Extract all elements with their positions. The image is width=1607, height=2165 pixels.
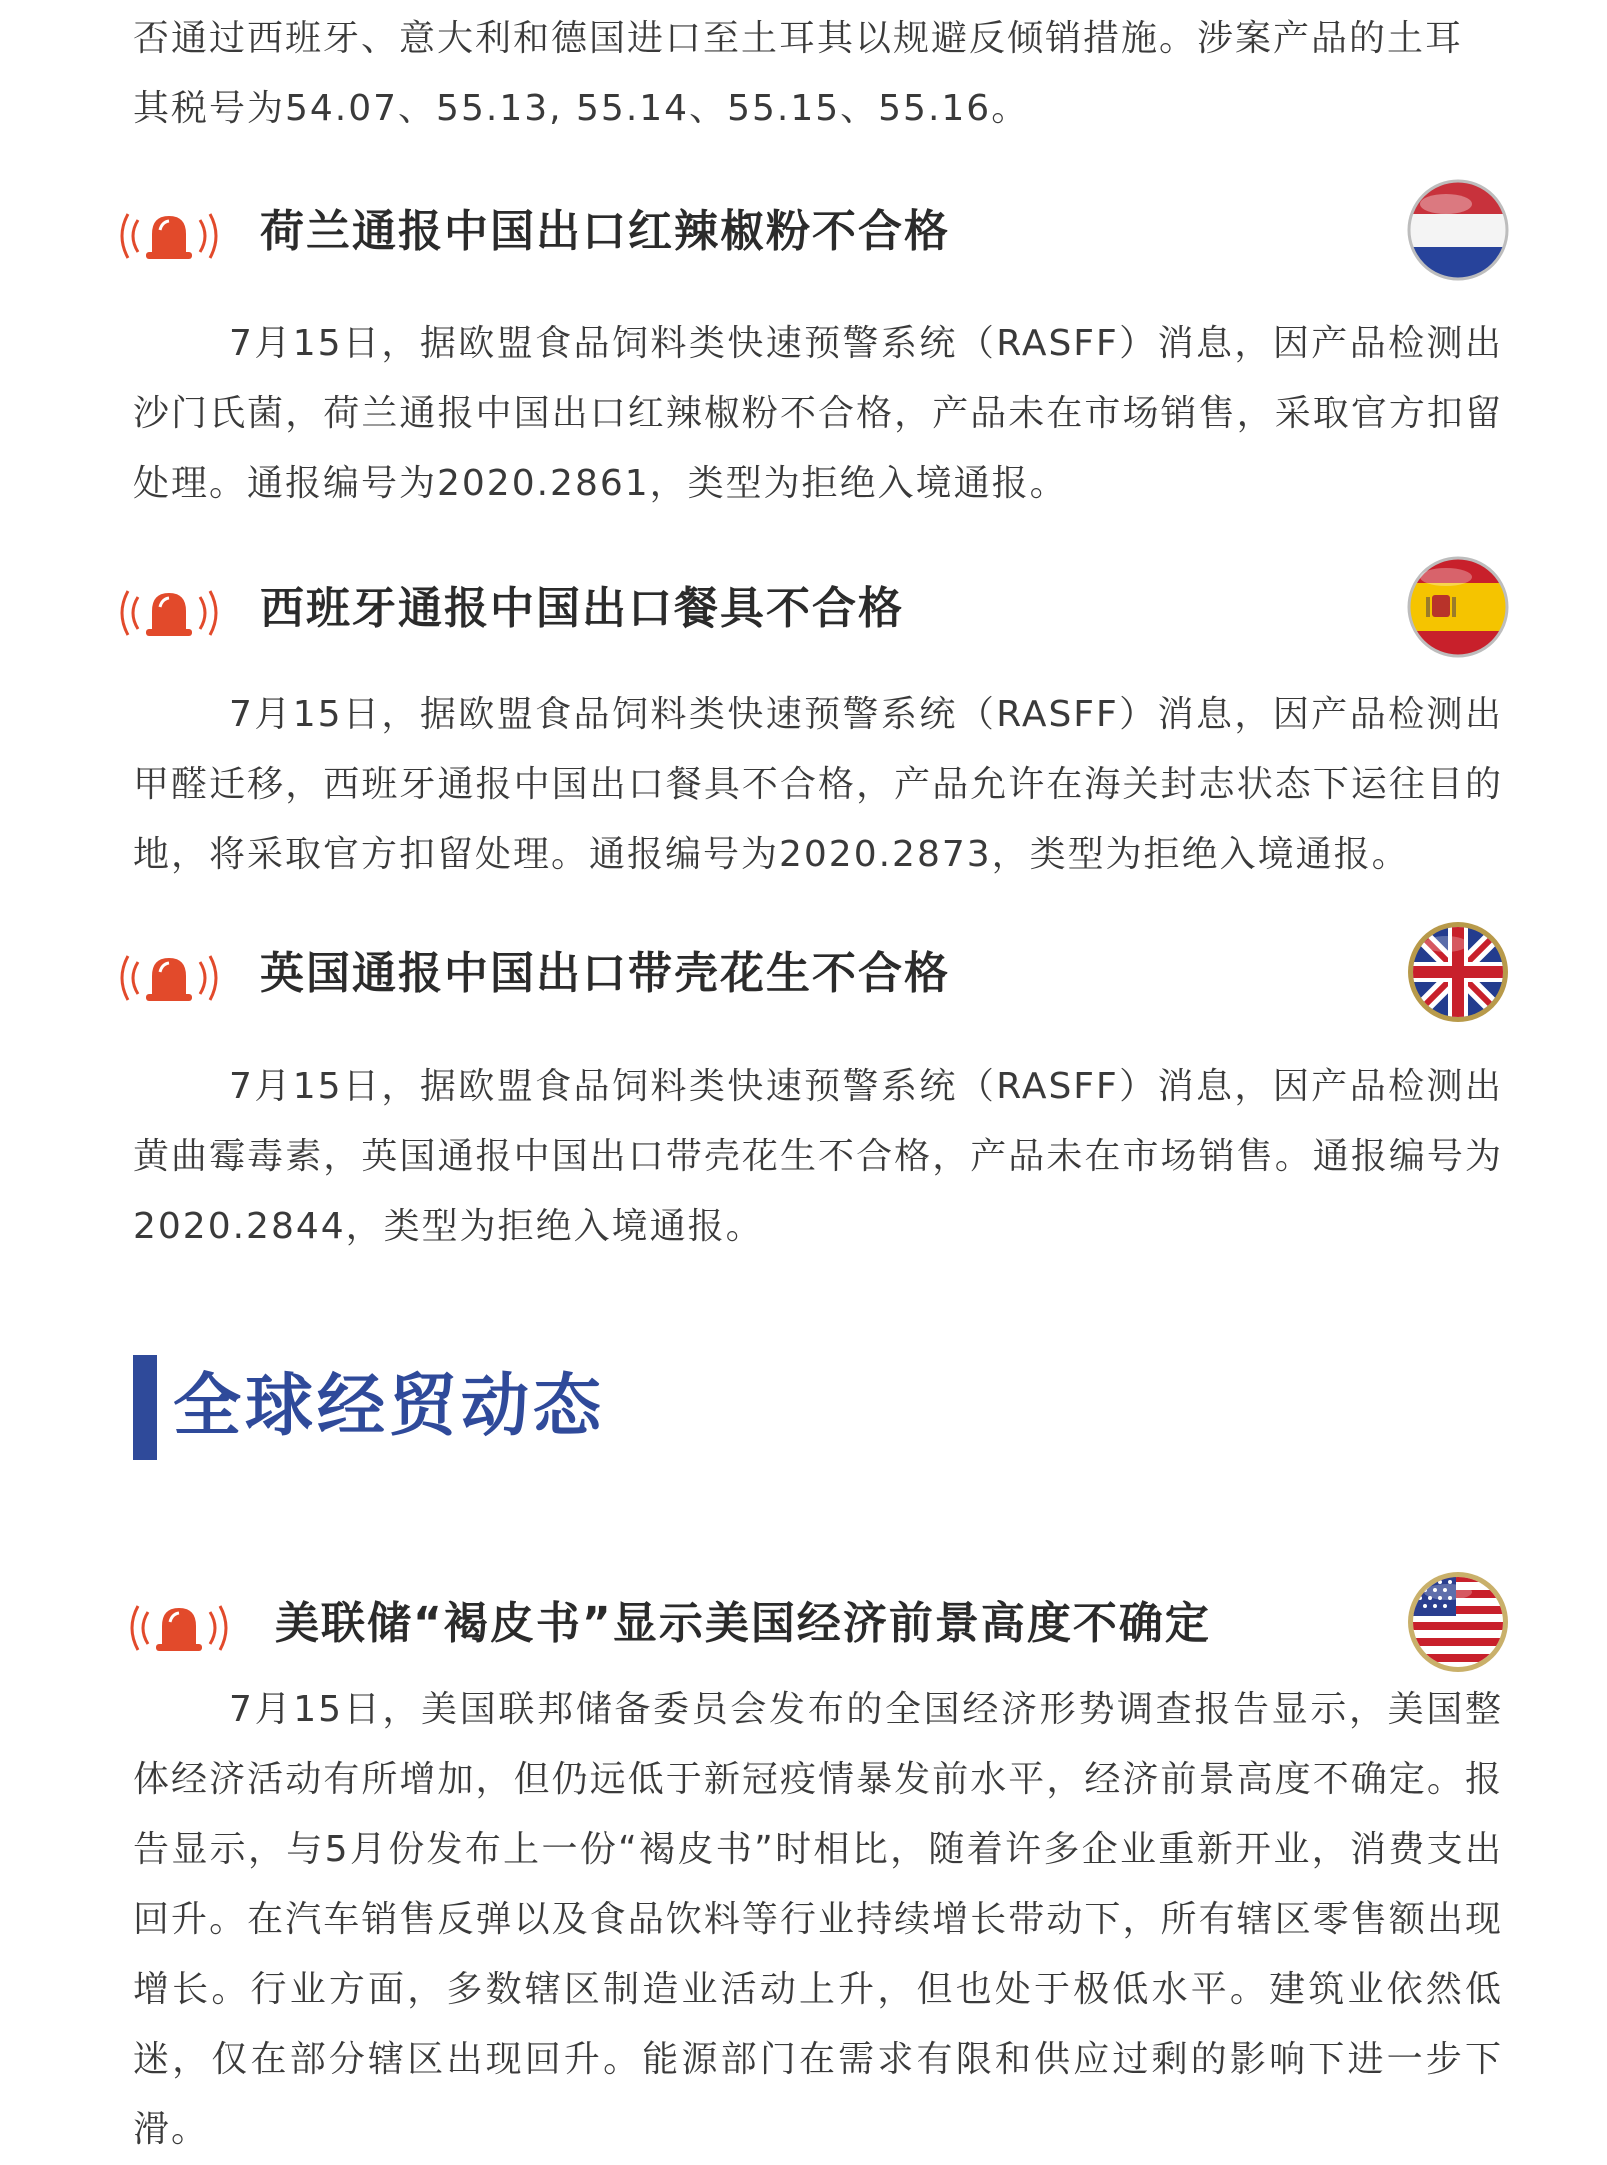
alarm-bell-icon xyxy=(120,208,218,264)
uk-flag-icon xyxy=(1406,920,1510,1024)
notice-body: 7月15日，据欧盟食品饲料类快速预警系统（RASFF）消息，因产品检测出黄曲霉毒素，英国通报中国出口带壳花生不合格，产品未在市场销售。通报编号为2020.2844，类型为拒绝入境通报。 xyxy=(133,1066,1503,1247)
notice-headline: 荷兰通报中国出口红辣椒粉不合格 xyxy=(260,206,950,257)
notice-header xyxy=(120,555,1510,665)
notice-header xyxy=(120,178,1510,288)
usa-flag-icon xyxy=(1406,1570,1510,1674)
netherlands-flag-icon xyxy=(1406,178,1510,282)
news-headline: 美联储“褐皮书”显示美国经济前景高度不确定 xyxy=(275,1598,1211,1649)
alarm-bell-icon xyxy=(120,950,218,1006)
notice-header xyxy=(120,920,1510,1030)
alarm-bell-icon xyxy=(130,1600,228,1656)
intro-line-1: 否通过西班牙、意大利和德国进口至土耳其以规避反倾销措施。涉案产品的土耳 xyxy=(133,18,1464,59)
section-accent-bar xyxy=(133,1355,157,1460)
section-header xyxy=(133,1355,933,1460)
spain-flag-icon xyxy=(1406,555,1510,659)
notice-headline: 西班牙通报中国出口餐具不合格 xyxy=(260,583,904,634)
intro-paragraph xyxy=(133,4,1503,144)
section-title: 全球经贸动态 xyxy=(173,1367,606,1446)
notice-body: 7月15日，据欧盟食品饲料类快速预警系统（RASFF）消息，因产品检测出甲醛迁移，西班牙通报中国出口餐具不合格，产品允许在海关封志状态下运往目的地，将采取官方扣留处理。通报编号为2020.2873，类型为拒绝入境通报。 xyxy=(133,694,1503,875)
news-body: 7月15日，美国联邦储备委员会发布的全国经济形势调查报告显示，美国整体经济活动有所增加，但仍远低于新冠疫情暴发前水平，经济前景高度不确定。报告显示，与5月份发布上一份“褐皮书”时相比，随着许多企业重新开业，消费支出回升。在汽车销售反弹以及食品饮料等行业持续增长带动下，所有辖区零售额出现增长。行业方面，多数辖区制造业活动上升，但也处于极低水平。建筑业依然低迷，仅在部分辖区出现回升。能源部门在需求有限和供应过剩的影响下进一步下滑。 xyxy=(133,1689,1503,2150)
notice-headline: 英国通报中国出口带壳花生不合格 xyxy=(260,948,950,999)
news-header xyxy=(130,1570,1510,1680)
intro-line-2: 其税号为54.07、55.13, 55.14、55.15、55.16。 xyxy=(133,88,1030,129)
notice-body: 7月15日，据欧盟食品饲料类快速预警系统（RASFF）消息，因产品检测出沙门氏菌，荷兰通报中国出口红辣椒粉不合格，产品未在市场销售，采取官方扣留处理。通报编号为2020.2861，类型为拒绝入境通报。 xyxy=(133,323,1503,504)
alarm-bell-icon xyxy=(120,585,218,641)
